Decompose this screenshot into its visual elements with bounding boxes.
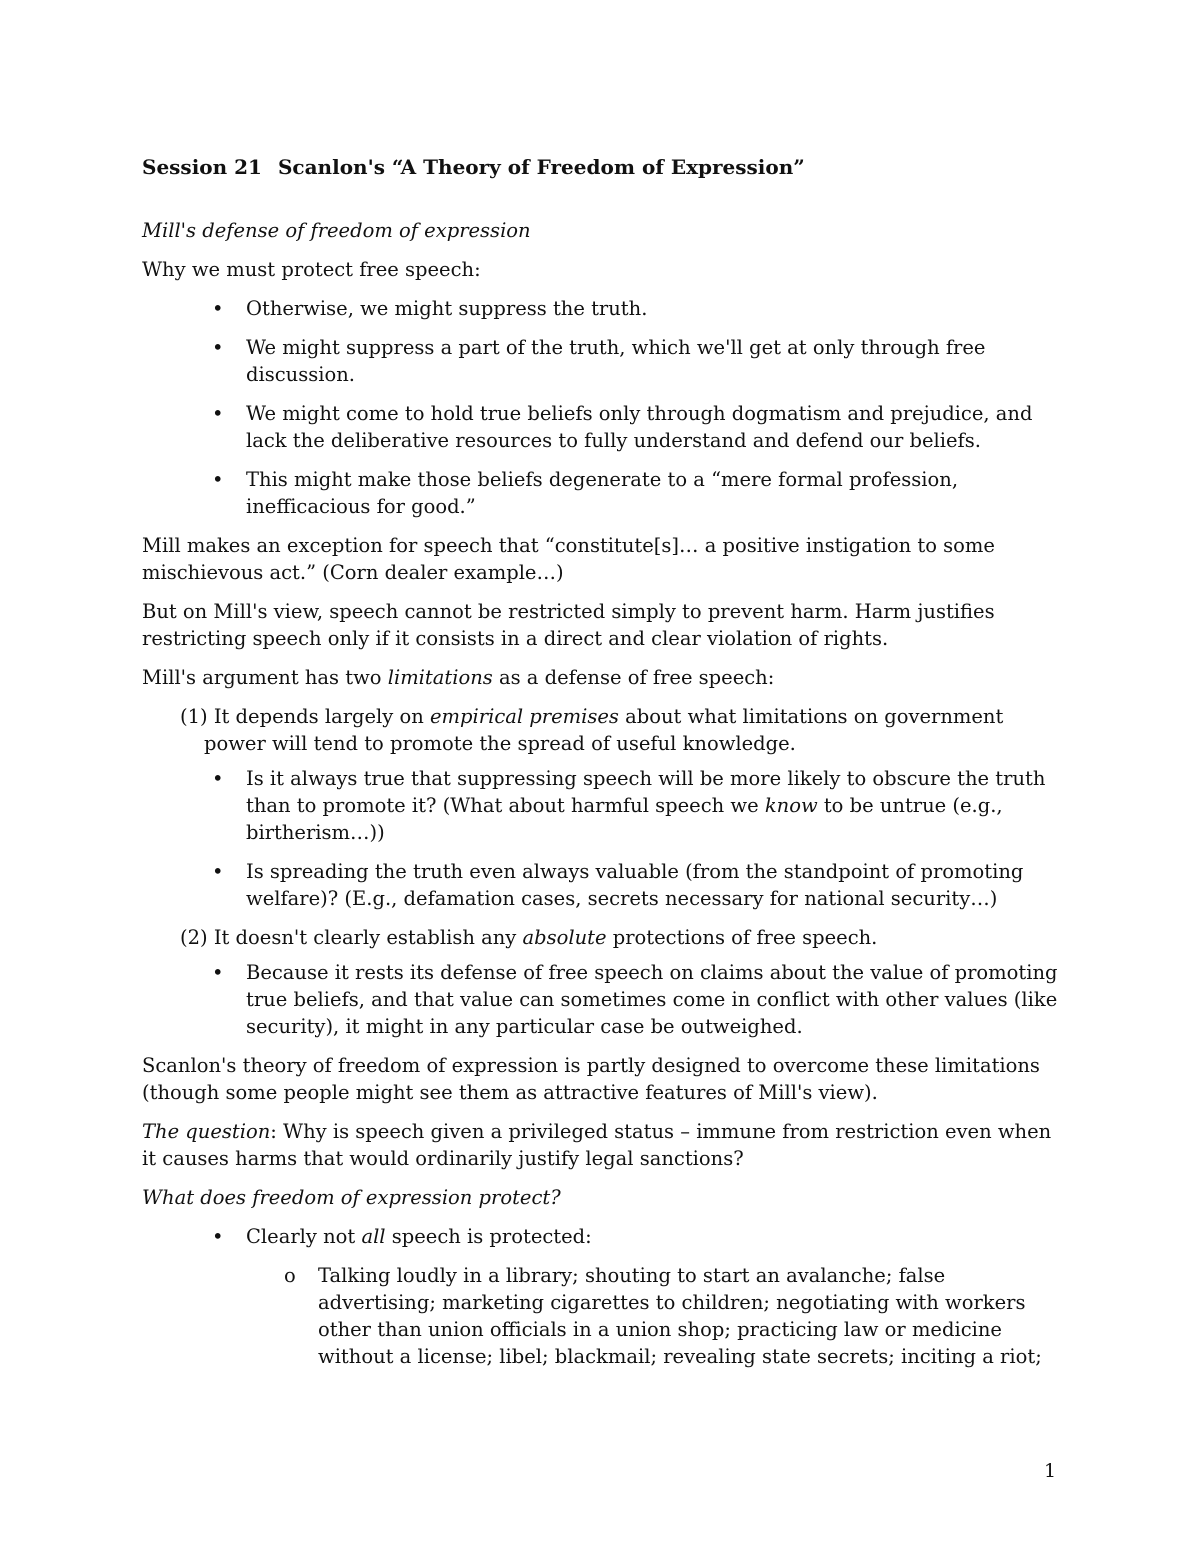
limitations-paragraph [142, 664, 1062, 691]
text-span: Clearly not [246, 1225, 362, 1248]
list-item [142, 765, 1062, 846]
list-item: • This might make those beliefs degenerate to a “mere formal profession, inefficacious for good.” [142, 466, 1062, 520]
page-title [142, 154, 1062, 181]
list-item: o Talking loudly in a library; shouting to start an avalanche; false advertising; marketing cigarettes to children; negotiating with workers other than union officials in a union shop; practicing law or medicine without a license; libel; blackmail; revealing state secrets; inciting a riot; [142, 1262, 1062, 1370]
mill-bullet-list [142, 295, 1062, 520]
page-number: 1 [1044, 1460, 1057, 1482]
emphasis: absolute [522, 926, 607, 949]
limitation-2-bullets [142, 959, 1062, 1040]
protect-heading: What does freedom of expression protect? [142, 1186, 561, 1209]
text-span: Mill's argument has two [142, 666, 388, 689]
text-span: Is it always true that suppressing speech will be more likely to obscure the truth than to promote it? (What about harmful speech we [246, 767, 1046, 817]
text-span: (1) It depends largely on [180, 705, 431, 728]
text-span: (2) It doesn't clearly establish any [180, 926, 523, 949]
list-item: • Is spreading the truth even always valuable (from the standpoint of promoting welfare)? (E.g., defamation cases, secrets necessary for national security…) [142, 858, 1062, 912]
question-paragraph [142, 1118, 1062, 1172]
list-item: • We might suppress a part of the truth, which we'll get at only through free discussion. [142, 334, 1062, 388]
list-item: • Otherwise, we might suppress the truth. [142, 295, 1062, 322]
text-span: as a defense of free speech: [492, 666, 775, 689]
why-protect-text: Why we must protect free speech: [142, 258, 481, 281]
text-span: protections of free speech. [606, 926, 878, 949]
protect-sub-list [142, 1262, 1062, 1370]
text-span: : Why is speech given a privileged status – immune from restriction even when it causes harms that would ordinarily justify legal sanctions? [142, 1120, 1052, 1170]
scanlon-paragraph: Scanlon's theory of freedom of expression is partly designed to overcome these limitations (though some people might see them as attractive features of Mill's view). [142, 1054, 1040, 1104]
exception-paragraph: Mill makes an exception for speech that “constitute[s]… a positive instigation to some mischievous act.” (Corn dealer example…) [142, 534, 995, 584]
limitation-2 [142, 924, 1062, 951]
emphasis: empirical premises [430, 705, 619, 728]
session-label: Session 21 [142, 155, 262, 179]
text-span: about what limitations on government power will tend to promote the spread of useful knowledge. [204, 705, 1004, 755]
emphasis: know [764, 794, 818, 817]
list-item [142, 1223, 1062, 1250]
list-item: • We might come to hold true beliefs only through dogmatism and prejudice, and lack the deliberative resources to fully understand and defend our beliefs. [142, 400, 1062, 454]
harm-paragraph: But on Mill's view, speech cannot be restricted simply to prevent harm. Harm justifies restricting speech only if it consists in a direct and clear violation of rights. [142, 600, 995, 650]
protect-bullets [142, 1223, 1062, 1250]
list-item: • Because it rests its defense of free speech on claims about the value of promoting true beliefs, and that value can sometimes come in conflict with other values (like security), it might in any particular case be outweighed. [142, 959, 1062, 1040]
limitation-1 [142, 703, 1062, 757]
text-span: speech is protected: [385, 1225, 592, 1248]
emphasis: limitations [387, 666, 493, 689]
text-span: to be untrue (e.g., birtherism…)) [246, 794, 1003, 844]
document-page [142, 154, 1062, 1370]
emphasis: The question [142, 1120, 271, 1143]
mill-heading: Mill's defense of freedom of expression [142, 219, 531, 242]
limitation-1-bullets [142, 765, 1062, 912]
title-text: Scanlon's “A Theory of Freedom of Expression” [277, 155, 805, 179]
emphasis: all [361, 1225, 386, 1248]
